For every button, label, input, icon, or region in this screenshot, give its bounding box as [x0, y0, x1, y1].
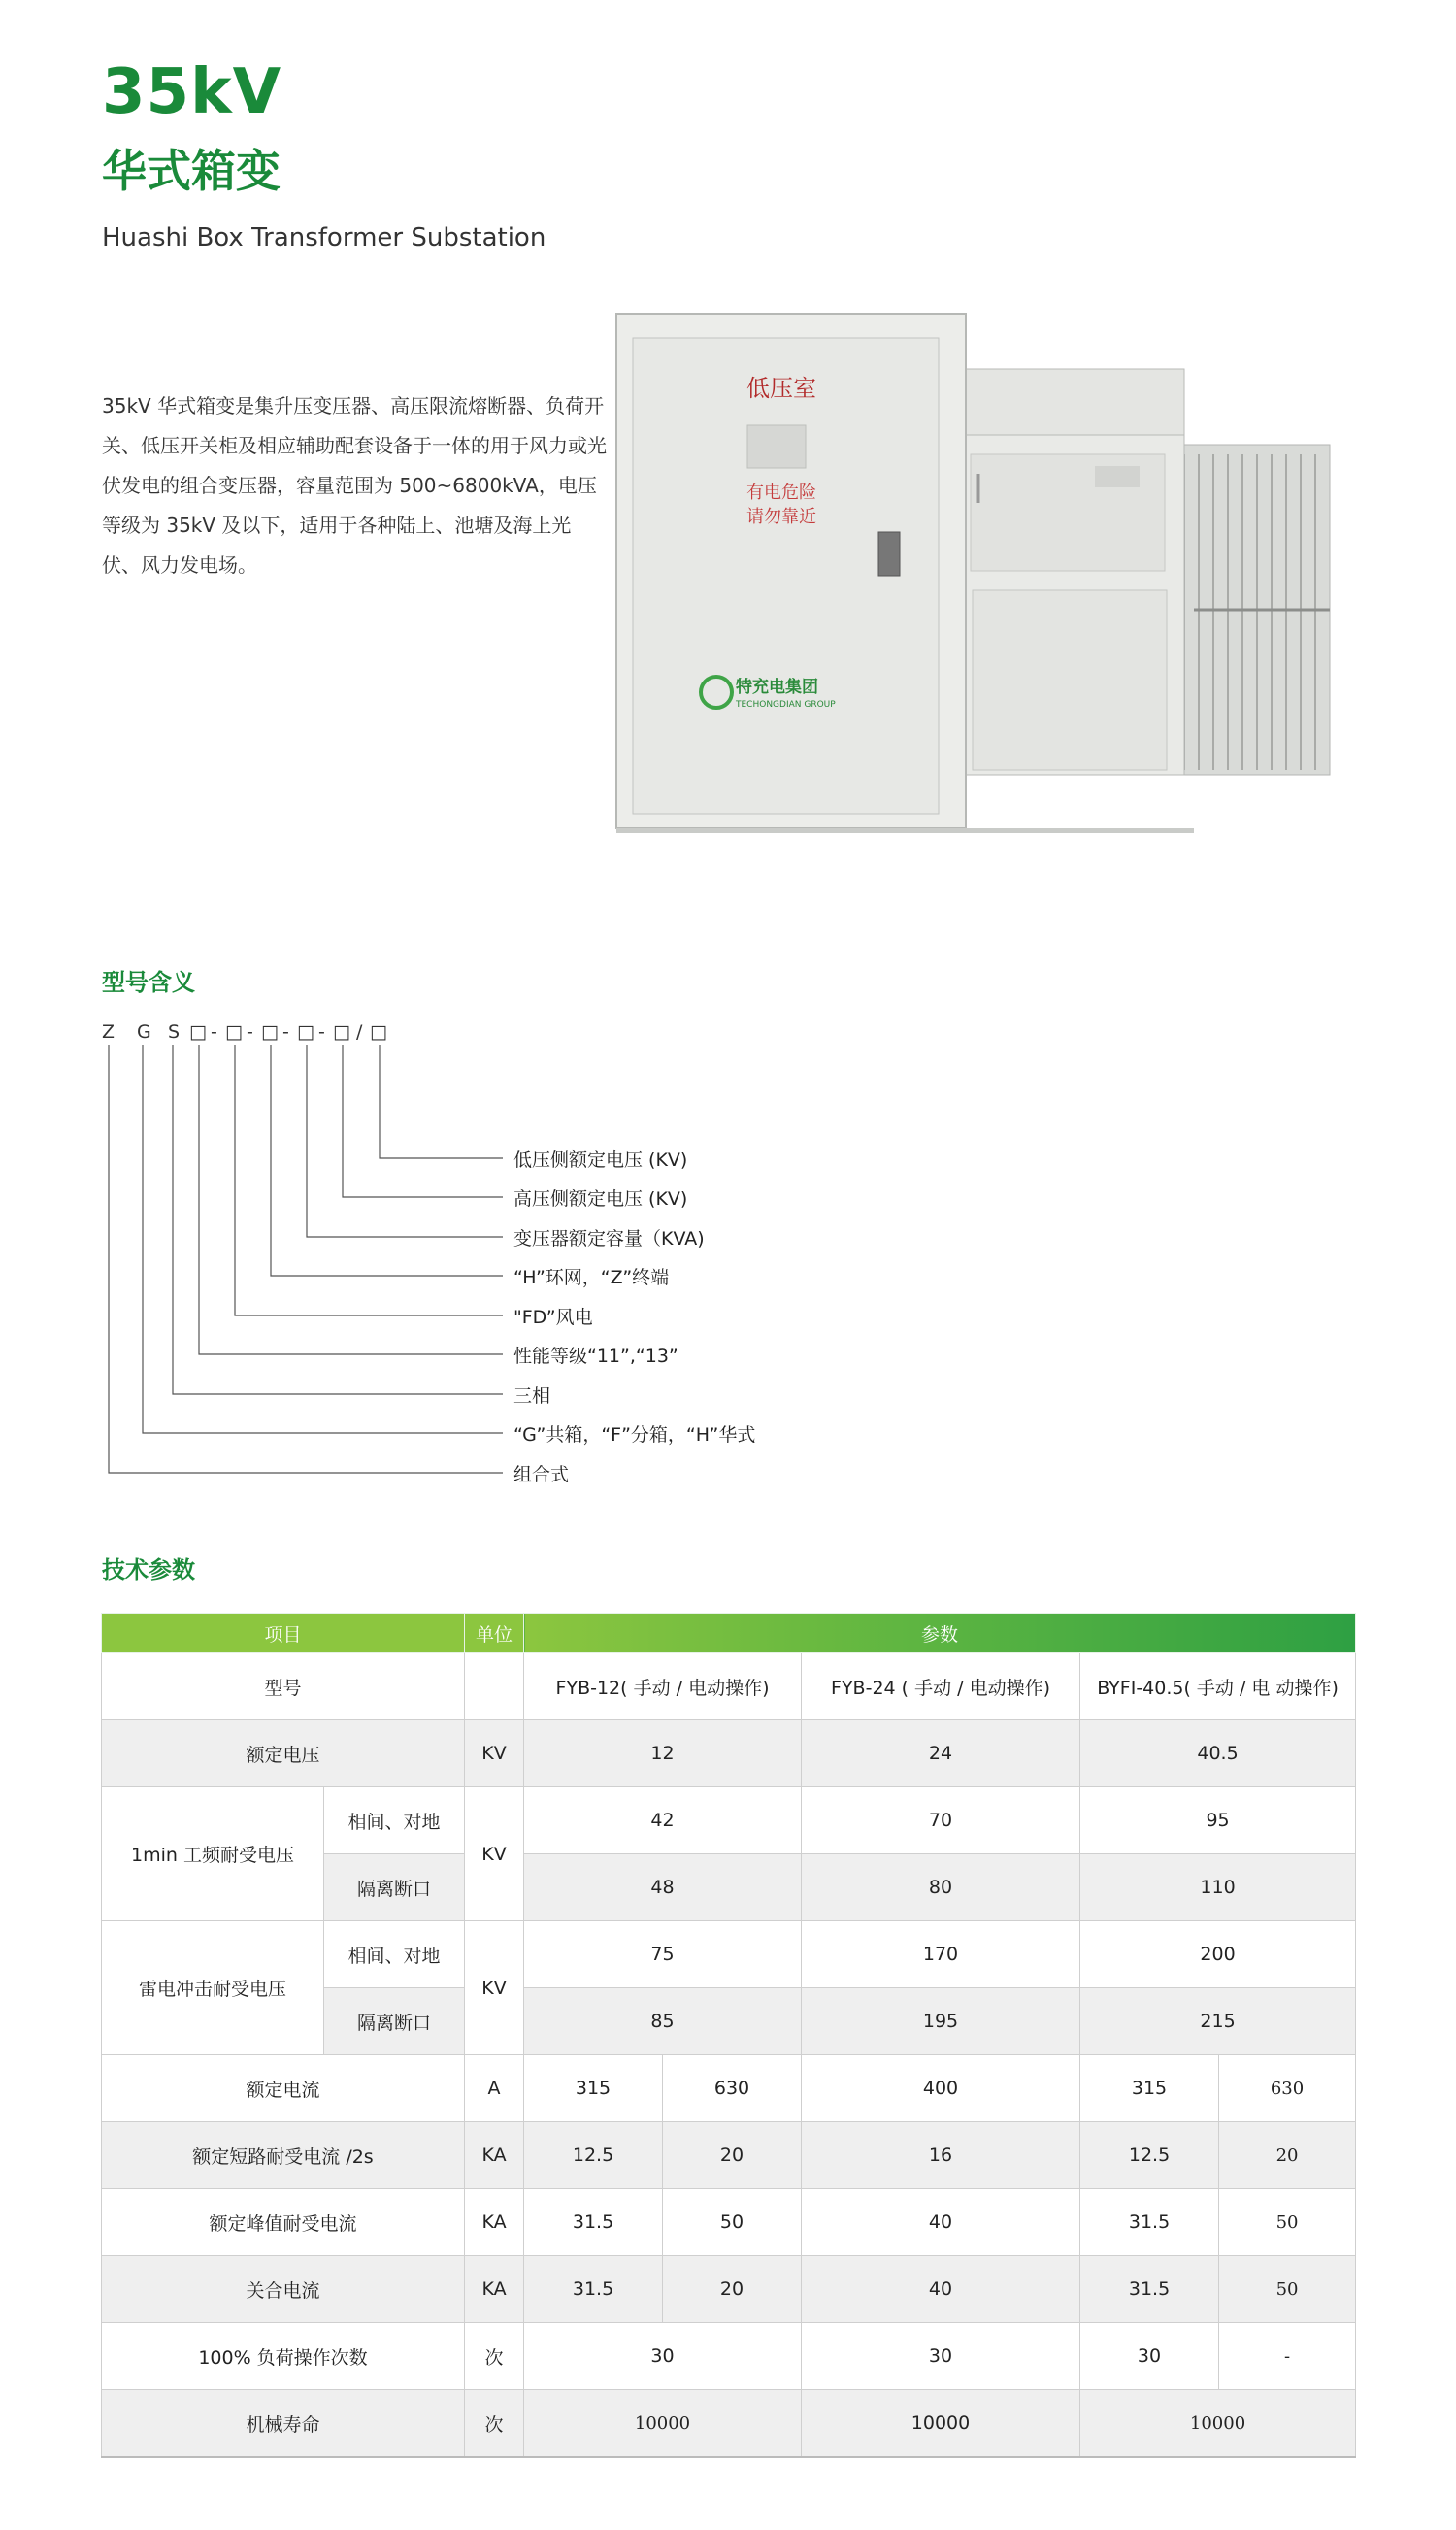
- cell: 20: [663, 2122, 802, 2189]
- table-row: [102, 2122, 1356, 2189]
- cell: 40: [802, 2256, 1080, 2323]
- cell: 10000: [802, 2390, 1080, 2458]
- specs-table: [101, 1613, 1356, 2458]
- code-box-3: □: [261, 1021, 279, 1043]
- cell: 12: [524, 1720, 802, 1787]
- cell: 10000: [1080, 2390, 1356, 2458]
- row-unit: 次: [465, 2323, 524, 2390]
- cell: 50: [1219, 2189, 1356, 2256]
- code-dash-4: -: [318, 1021, 325, 1043]
- cell: -: [1219, 2323, 1356, 2390]
- code-dash-2: -: [247, 1021, 253, 1043]
- cell: 30: [802, 2323, 1080, 2390]
- table-row: [102, 1921, 1356, 1988]
- cell: 12.5: [524, 2122, 663, 2189]
- code-box-2: □: [225, 1021, 243, 1043]
- title-product-name: 华式箱变: [102, 145, 281, 197]
- table-row: [102, 1787, 1356, 1854]
- row-sublabel: 相间、对地: [324, 1921, 465, 1988]
- model-3: BYFI-40.5( 手动 / 电 动操作): [1080, 1653, 1356, 1720]
- table-row: [102, 2256, 1356, 2323]
- row-label: 额定短路耐受电流 /2s: [102, 2122, 465, 2189]
- cell: 20: [1219, 2122, 1356, 2189]
- code-z: Z: [102, 1021, 116, 1043]
- table-row: [102, 1720, 1356, 1787]
- cell: 42: [524, 1787, 802, 1854]
- cell: 48: [524, 1854, 802, 1921]
- row-label: 雷电冲击耐受电压: [102, 1921, 324, 2055]
- row-label: 额定电压: [102, 1720, 465, 1787]
- cell: 70: [802, 1787, 1080, 1854]
- row-label: 关合电流: [102, 2256, 465, 2323]
- cell: 20: [663, 2256, 802, 2323]
- warning-line-2: 请勿靠近: [746, 507, 816, 527]
- row-sublabel: 隔离断口: [324, 1854, 465, 1921]
- row-label: 额定峰值耐受电流: [102, 2189, 465, 2256]
- cell: 16: [802, 2122, 1080, 2189]
- cell: 24: [802, 1720, 1080, 1787]
- cell: 200: [1080, 1921, 1356, 1988]
- code-box-4: □: [297, 1021, 314, 1043]
- cell: 10000: [524, 2390, 802, 2458]
- cell: 31.5: [1080, 2189, 1219, 2256]
- row-unit: KV: [465, 1720, 524, 1787]
- legend-ring-terminal: “H”环网，“Z”终端: [513, 1267, 670, 1288]
- cell: 12.5: [1080, 2122, 1219, 2189]
- cell: 630: [1219, 2055, 1356, 2122]
- cell: 50: [663, 2189, 802, 2256]
- cell: 110: [1080, 1854, 1356, 1921]
- code-dash-3: -: [282, 1021, 289, 1043]
- model-section-title: 型号含义: [102, 969, 195, 996]
- code-box-6: □: [370, 1021, 387, 1043]
- table-header-row: [102, 1614, 1356, 1653]
- cell: 75: [524, 1921, 802, 1988]
- cell: 40: [802, 2189, 1080, 2256]
- row-sublabel: 隔离断口: [324, 1988, 465, 2055]
- brand-english: TECHONGDIAN GROUP: [736, 700, 836, 710]
- row-label: 机械寿命: [102, 2390, 465, 2458]
- table-row: [102, 2323, 1356, 2390]
- specs-section-title: 技术参数: [102, 1556, 195, 1583]
- legend-box-type: “G”共箱，“F”分箱，“H”华式: [513, 1424, 756, 1446]
- cell: 95: [1080, 1787, 1356, 1854]
- cell: 30: [524, 2323, 802, 2390]
- cell: 400: [802, 2055, 1080, 2122]
- code-dash-1: -: [211, 1021, 217, 1043]
- model-2: FYB-24 ( 手动 / 电动操作): [802, 1653, 1080, 1720]
- table-row: [102, 2189, 1356, 2256]
- legend-capacity: 变压器额定容量（KVA): [513, 1228, 705, 1249]
- code-s: S: [168, 1021, 181, 1043]
- cell: 170: [802, 1921, 1080, 1988]
- table-row: [102, 2390, 1356, 2458]
- title-voltage: 35kV: [102, 56, 282, 128]
- cell: 630: [663, 2055, 802, 2122]
- cell: 31.5: [524, 2189, 663, 2256]
- table-row: [102, 2055, 1356, 2122]
- cell: 50: [1219, 2256, 1356, 2323]
- door-label: 低压室: [746, 375, 816, 402]
- header-unit: 单位: [465, 1614, 524, 1653]
- row-label: 100% 负荷操作次数: [102, 2323, 465, 2390]
- row-sublabel: 相间、对地: [324, 1787, 465, 1854]
- brand-name: 特充电集团: [736, 678, 818, 697]
- cell: 195: [802, 1988, 1080, 2055]
- row-unit: KA: [465, 2256, 524, 2323]
- cell: 315: [1080, 2055, 1219, 2122]
- row-unit: A: [465, 2055, 524, 2122]
- cell: 31.5: [1080, 2256, 1219, 2323]
- row-unit: [465, 1653, 524, 1720]
- row-unit: KV: [465, 1787, 524, 1921]
- code-g: G: [137, 1021, 151, 1043]
- legend-performance: 性能等级“11”,“13”: [513, 1346, 678, 1367]
- warning-line-1: 有电危险: [746, 483, 816, 503]
- header-item: 项目: [102, 1614, 465, 1653]
- row-unit: KA: [465, 2122, 524, 2189]
- legend-wind: "FD”风电: [513, 1307, 593, 1328]
- title-english: Huashi Box Transformer Substation: [102, 223, 546, 252]
- code-slash: /: [356, 1021, 363, 1043]
- legend-combined: 组合式: [513, 1464, 570, 1485]
- product-image: [612, 309, 1369, 833]
- legend-hv-voltage: 高压侧额定电压 (KV): [513, 1188, 688, 1210]
- cell: 315: [524, 2055, 663, 2122]
- model-1: FYB-12( 手动 / 电动操作): [524, 1653, 802, 1720]
- row-label: 额定电流: [102, 2055, 465, 2122]
- cell: 40.5: [1080, 1720, 1356, 1787]
- row-unit: 次: [465, 2390, 524, 2458]
- legend-lv-voltage: 低压侧额定电压 (KV): [513, 1149, 688, 1171]
- table-row: [102, 1653, 1356, 1720]
- cell: 215: [1080, 1988, 1356, 2055]
- legend-three-phase: 三相: [513, 1385, 551, 1407]
- code-box-1: □: [189, 1021, 207, 1043]
- cell: 85: [524, 1988, 802, 2055]
- row-unit: KV: [465, 1921, 524, 2055]
- cell: 80: [802, 1854, 1080, 1921]
- row-label: 1min 工频耐受电压: [102, 1787, 324, 1921]
- row-label: 型号: [102, 1653, 465, 1720]
- code-box-5: □: [333, 1021, 350, 1043]
- cell: 31.5: [524, 2256, 663, 2323]
- header-params: 参数: [524, 1614, 1356, 1653]
- product-description: 35kV 华式箱变是集升压变压器、高压限流熔断器、负荷开关、低压开关柜及相应辅助配套设备于一体的用于风力或光伏发电的组合变压器，容量范围为 500~6800kVA，电压等级为 35kV 及以下，适用于各种陆上、池塘及海上光伏、风力发电场。: [102, 394, 607, 577]
- cell: 30: [1080, 2323, 1219, 2390]
- row-unit: KA: [465, 2189, 524, 2256]
